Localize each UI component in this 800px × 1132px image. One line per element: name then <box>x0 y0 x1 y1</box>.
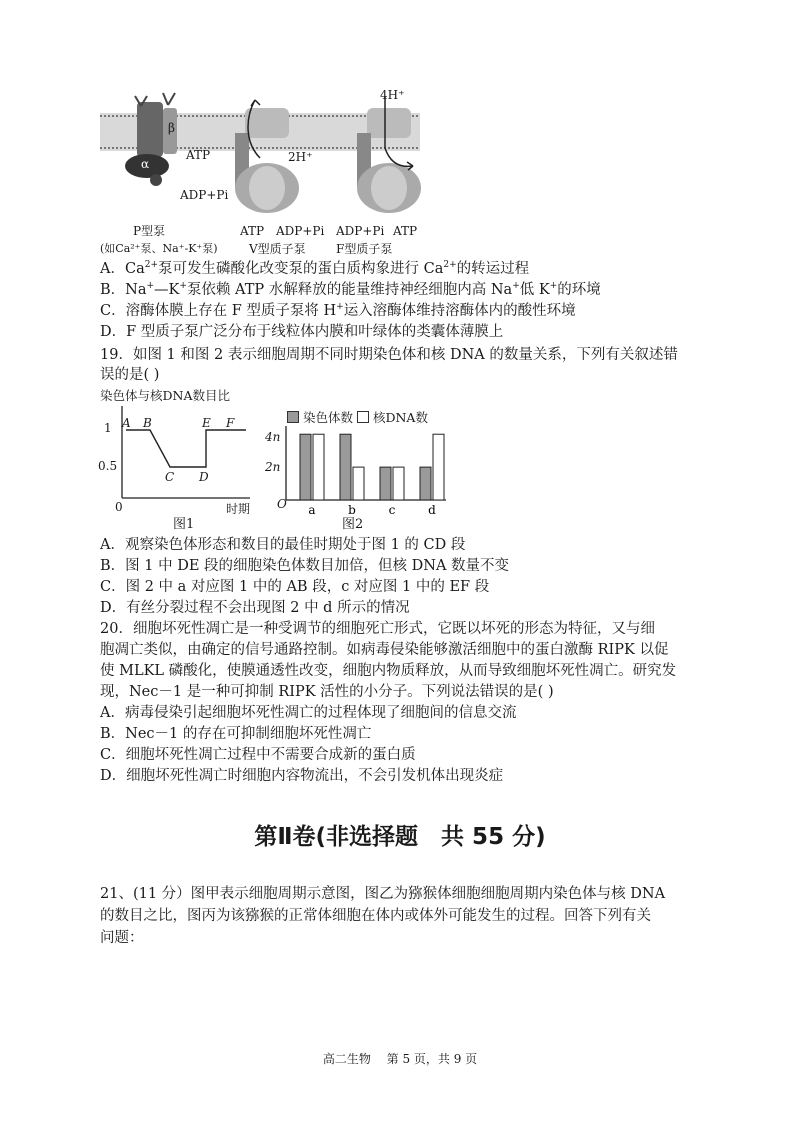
fig1-xlabel: 时期 <box>226 502 251 516</box>
fig1-point-f: F <box>226 416 235 430</box>
fig2-ytick-4n: 4n <box>265 430 281 444</box>
q21-stem-line2: 的数目之比，图丙为该猕猴的正常体细胞在体内或体外可能发生的过程。回答下列有关 <box>100 908 651 924</box>
fig-label-alpha: α <box>141 157 150 171</box>
bar-c-chrom <box>380 467 391 500</box>
legend-chrom-swatch <box>287 411 299 423</box>
fig1-graph <box>118 404 258 504</box>
q19-option-d: D．有丝分裂过程不会出现图 2 中 d 所示的情况 <box>100 600 410 616</box>
q18-option-b: B．Na+—K+泵依赖 ATP 水解释放的能量维持神经细胞内高 Na+低 K+的环境 <box>100 281 601 298</box>
fig-label-p-atp: ATP <box>186 148 211 162</box>
fig2-origin: O <box>277 497 287 511</box>
fig1-point-d: D <box>199 470 209 484</box>
q19-stem-line2: 误的是( ) <box>100 367 160 383</box>
bar-c-dna <box>393 467 404 500</box>
section-2-title: 第Ⅱ卷(非选择题 共 55 分) <box>254 824 546 850</box>
q18-option-d: D．F 型质子泵广泛分布于线粒体内膜和叶绿体的类囊体薄膜上 <box>100 324 504 340</box>
bar-d-dna <box>433 434 444 500</box>
bar-a-dna <box>313 434 324 500</box>
legend-dna-swatch <box>357 411 369 423</box>
x-tick-b: b <box>348 503 356 517</box>
fig2-bar-chart <box>264 424 454 524</box>
fig-label-p-pump: P型泵 <box>133 224 166 238</box>
q18-option-c: C．溶酶体膜上存在 F 型质子泵将 H+运入溶酶体维持溶酶体内的酸性环境 <box>100 302 576 319</box>
bar-b-chrom <box>340 434 351 500</box>
fig-label-f-adp: ADP+Pi <box>336 224 385 238</box>
q18-option-a: A．$Ca^{2+}$泵可发生磷酸化改变泵的蛋白质构象进行 $Ca^{2+}$的转运过程 <box>100 260 530 277</box>
fig2-ytick-2n: 2n <box>265 460 281 474</box>
fig-label-2h: 2H⁺ <box>288 150 313 164</box>
fig-label-4h: 4H⁺ <box>380 88 405 102</box>
legend-chrom-label: 染色体数 <box>302 410 353 425</box>
fig-label-v-adp: ADP+Pi <box>276 224 325 238</box>
fig2-caption: 图2 <box>342 517 364 532</box>
fig1-ylabel: 染色体与核DNA数目比 <box>100 388 230 403</box>
q20-stem-line4: 现，Nec－1 是一种可抑制 RIPK 活性的小分子。下列说法错误的是( ) <box>100 684 554 700</box>
page-footer: 高二生物 第 5 页，共 9 页 <box>322 1052 478 1066</box>
fig-label-f-pump: F型质子泵 <box>336 242 393 256</box>
q19-option-c: C．图 2 中 a 对应图 1 中的 AB 段，c 对应图 1 中的 EF 段 <box>100 579 490 595</box>
q20-option-b: B．Nec－1 的存在可抑制细胞坏死性凋亡 <box>100 726 372 742</box>
bar-b-dna <box>353 467 364 500</box>
q21-stem-line3: 问题： <box>100 930 144 946</box>
bar-a-chrom <box>300 434 311 500</box>
q21-stem-line1: 21、(11 分）图甲表示细胞周期示意图，图乙为猕猴体细胞细胞周期内染色体与核 DNA <box>100 886 666 902</box>
q19-option-b: B．图 1 中 DE 段的细胞染色体数目加倍，但核 DNA 数量不变 <box>100 558 510 574</box>
x-tick-a: a <box>308 503 316 517</box>
fig1-ytick-05: 0.5 <box>98 459 118 473</box>
fig-label-f-atp: ATP <box>393 224 418 238</box>
fig-label-v-pump: V型质子泵 <box>249 242 306 256</box>
q20-stem-line2: 胞凋亡类似，由确定的信号通路控制。如病毒侵染能够激活细胞中的蛋白激酶 RIPK 以促 <box>100 642 669 658</box>
fig1-caption: 图1 <box>173 517 195 532</box>
bar-d-chrom <box>420 467 431 500</box>
legend-dna-label: 核DNA数 <box>372 410 428 425</box>
fig1-point-c: C <box>165 470 175 484</box>
q20-option-c: C．细胞坏死性凋亡过程中不需要合成新的蛋白质 <box>100 747 416 763</box>
q20-option-a: A．病毒侵染引起细胞坏死性凋亡的过程体现了细胞间的信息交流 <box>100 705 517 721</box>
fig1-point-a: A <box>122 416 131 430</box>
q19-option-a: A．观察染色体形态和数目的最佳时期处于图 1 的 CD 段 <box>100 537 466 553</box>
fig-label-beta: β <box>168 121 175 135</box>
fig-label-p-pump-examples: (如Ca²⁺泵、Na⁺-K⁺泵) <box>100 242 218 255</box>
fig1-ytick-1: 1 <box>104 421 112 435</box>
fig1-point-b: B <box>143 416 152 430</box>
fig1-origin: 0 <box>115 500 123 514</box>
q20-stem-line1: 20．细胞坏死性凋亡是一种受调节的细胞死亡形式，它既以坏死的形态为特征，又与细 <box>100 621 655 637</box>
x-tick-c: c <box>388 503 396 517</box>
fig-label-p-adp: ADP+Pi <box>180 188 229 202</box>
fig-label-v-atp: ATP <box>240 224 265 238</box>
q20-stem-line3: 使 MLKL 磷酸化，使膜通透性改变，细胞内物质释放，从而导致细胞坏死性凋亡。研究发 <box>100 663 677 679</box>
q20-option-d: D．细胞坏死性凋亡时细胞内容物流出，不会引发机体出现炎症 <box>100 768 504 784</box>
fig1-point-e: E <box>202 416 211 430</box>
fig1-curve <box>126 430 246 467</box>
x-tick-d: d <box>428 503 436 517</box>
q19-stem-line1: 19．如图 1 和图 2 表示细胞周期不同时期染色体和核 DNA 的数量关系，下列有关叙述错 <box>100 347 678 363</box>
